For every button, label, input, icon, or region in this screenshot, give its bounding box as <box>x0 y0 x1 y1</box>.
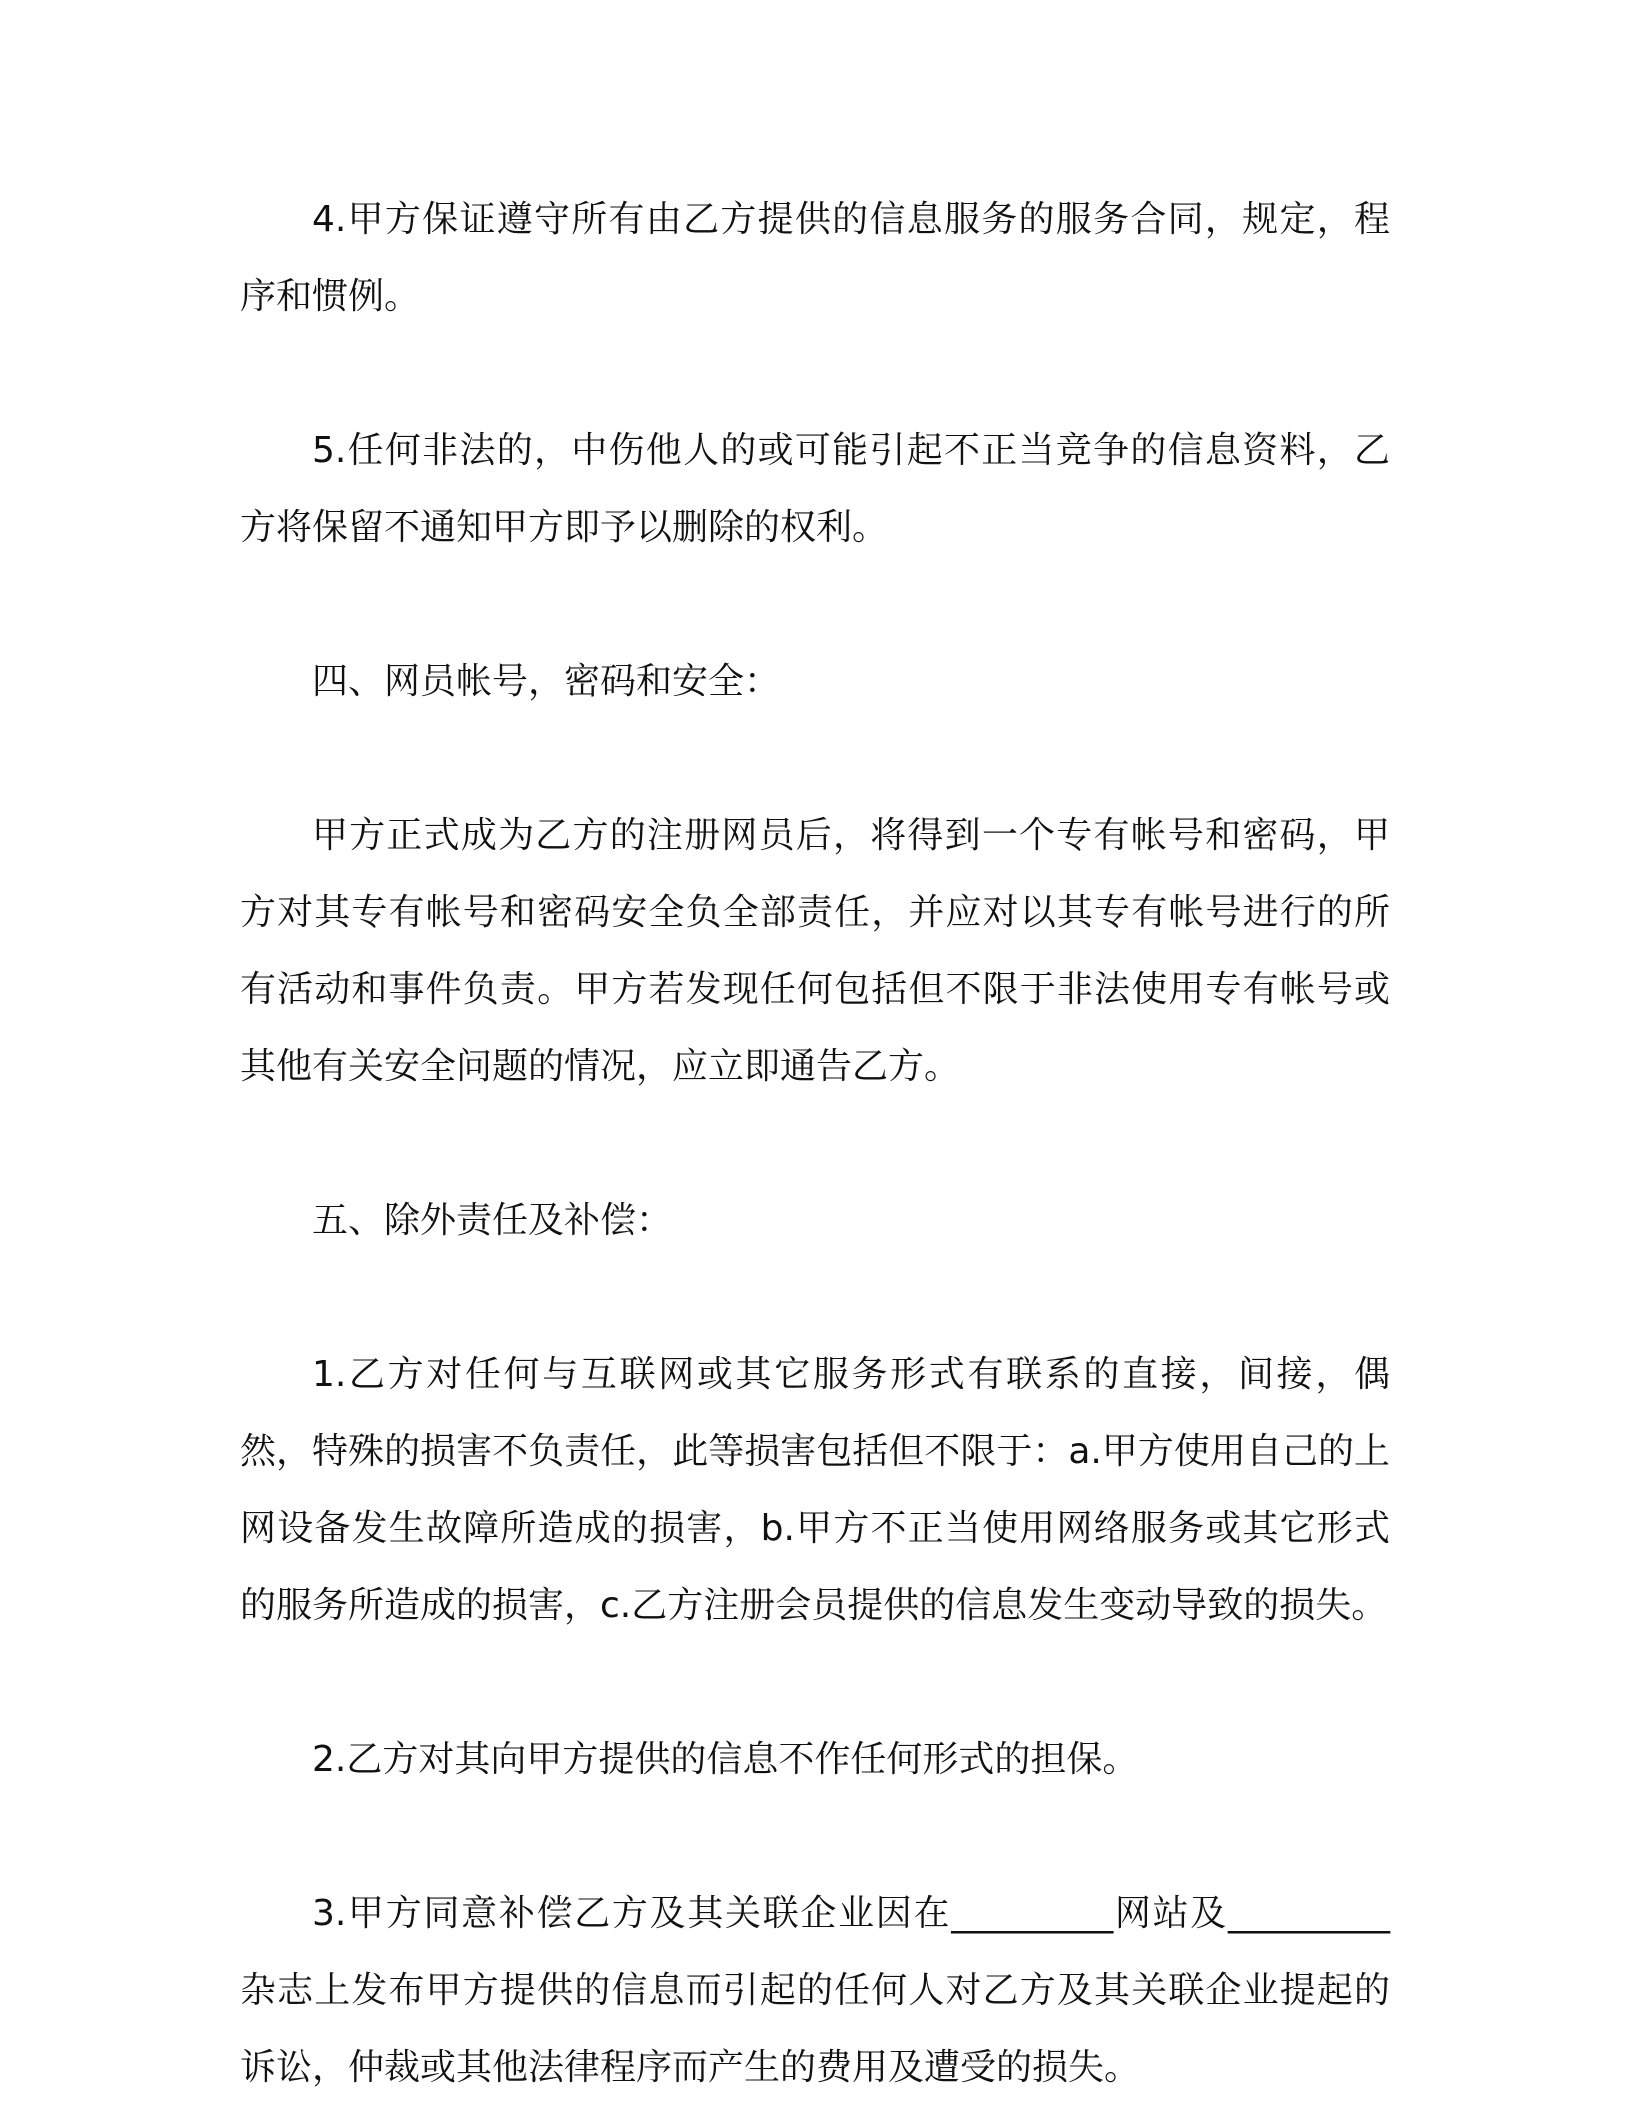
clause-5-2: 2.乙方对其向甲方提供的信息不作任何形式的担保。 <box>312 1739 1139 1780</box>
clause-5-1: 1.乙方对任何与互联网或其它服务形式有联系的直接，间接，偶然，特殊的损害不负责任，此等损害包括但不限于：a.甲方使用自己的上网设备发生故障所造成的损害，b.甲方不正当使用网络服务或其它形式的服务所造成的损害，c.乙方注册会员提供的信息发生变动导致的损失。 <box>240 1354 1390 1626</box>
section-4-heading: 四、网员帐号，密码和安全： <box>312 661 781 702</box>
section-4-body: 甲方正式成为乙方的注册网员后，将得到一个专有帐号和密码，甲方对其专有帐号和密码安全负全部责任，并应对以其专有帐号进行的所有活动和事件负责。甲方若发现任何包括但不限于非法使用专有帐号或其他有关安全问题的情况，应立即通告乙方。 <box>240 815 1390 1087</box>
clause-3-5: 5.任何非法的，中伤他人的或可能引起不正当竞争的信息资料，乙方将保留不通知甲方即予以删除的权利。 <box>240 430 1390 548</box>
section-5-heading: 五、除外责任及补偿： <box>312 1200 673 1241</box>
clause-5-3: 3.甲方同意补偿乙方及其关联企业因在_________网站及_________杂志上发布甲方提供的信息而引起的任何人对乙方及其关联企业提起的诉讼，仲裁或其他法律程序而产生的费用及遭受的损失。 <box>240 1893 1390 2088</box>
clause-3-4: 4.甲方保证遵守所有由乙方提供的信息服务的服务合同，规定，程序和惯例。 <box>240 199 1390 317</box>
document-body <box>240 181 1390 2106</box>
